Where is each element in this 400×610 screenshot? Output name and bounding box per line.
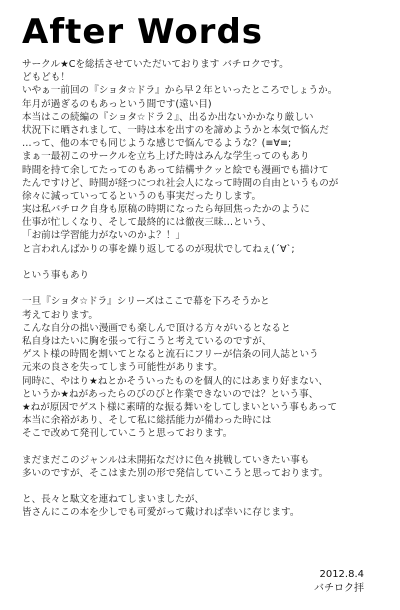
body-line: まだまだこのジャンルは未開拓なだけに色々挑戦していきたい事も bbox=[22, 454, 310, 466]
body-line: どもども！ bbox=[22, 72, 70, 84]
body-line: という事もあり bbox=[22, 270, 90, 281]
body-line: というか★ねがあったらのびのびと作業できないのでは？という事、 bbox=[22, 388, 319, 400]
body-line: 仕事が忙しくなり、そして最終的には徹夜三昧…という、 bbox=[22, 217, 272, 229]
page-title: After Words bbox=[22, 12, 264, 52]
body-line: サークル★Cを総括させていただいております バチロクです。 bbox=[22, 59, 289, 70]
body-line bbox=[22, 440, 378, 453]
body-line: ゲスト様の時間を割いてとなると流石にフリーが信条の同人誌という bbox=[22, 349, 319, 361]
body-line: 一旦『ショタ☆ドラ』シリーズはここで幕を下ろそうかと bbox=[22, 296, 270, 308]
body-line: 年月が過ぎるのもあっという間です(遠い目) bbox=[22, 98, 212, 110]
body-line: と言われんばかりの事を繰り返してるのが現状でしてねぇ(´∀`; bbox=[22, 243, 295, 255]
body-line: 多いのですが、そこはまた別の形で発信していこうと思っております。 bbox=[22, 467, 329, 479]
signature-author: バチロク拝 bbox=[314, 583, 364, 594]
signature-block bbox=[314, 568, 364, 596]
body-line: 元来の良さを失ってしまう可能性があります。 bbox=[22, 362, 223, 374]
body-line: そこで改めて発刊していこうと思っております。 bbox=[22, 428, 233, 440]
body-line bbox=[22, 282, 378, 295]
body-line: 時間を持て余してたってのもあって結構サクッと絵でも漫画でも描けて bbox=[22, 164, 329, 176]
body-line: 考えております。 bbox=[22, 309, 98, 321]
afterword-body bbox=[22, 58, 378, 520]
body-line: 同時に、やはり★ねとかそういったものを個人的にはあまり好まない、 bbox=[22, 375, 329, 387]
body-line: 「お前は学習能力がないのかよ？！」 bbox=[22, 230, 186, 242]
body-line bbox=[22, 480, 378, 493]
body-line: 本当に余裕があり、そして私に総括能力が備わった時には bbox=[22, 415, 272, 427]
body-line: ★ねが原因でゲスト様に素晴的な振る舞いをしてしまいという事もあって bbox=[22, 401, 338, 413]
body-line: 皆さんにこの本を少しでも可愛がって戴ければ幸いに存じます。 bbox=[22, 507, 300, 519]
body-line: たんですけど、時間が経つにつれ社会人になって時間の自由というものが bbox=[22, 177, 339, 189]
body-line bbox=[22, 256, 378, 269]
body-line: …って、他の本でも同じような感じで悩んでるような？(≡∀≡; bbox=[22, 138, 292, 150]
body-line: 本当はこの続編の『ショタ☆ドラ２』、出るか出ないかかなり厳しい bbox=[22, 111, 314, 123]
body-line: まぁ一最初このサークルを立ち上げた時はみんな学生ってのもあり bbox=[22, 151, 310, 163]
body-line: と、長々と駄文を連ねてしまいましたが、 bbox=[22, 494, 205, 506]
body-line: 実は私バチロク自身も原稿の時期になったら毎回焦ったかのように bbox=[22, 204, 310, 216]
body-line: 状況下に晒されまして、一時は本を出すのを諦めようかと本気で悩んだ bbox=[22, 124, 329, 136]
body-line: いやぁ一前回の『ショタ☆ドラ』から早２年といったところでしょうか。 bbox=[22, 85, 338, 97]
body-line: 私自身はたいに胸を張って行こうと考えているのですが、 bbox=[22, 335, 272, 347]
body-line: こんな自分の拙い漫画でも楽しんで頂ける方々がいるとなると bbox=[22, 322, 291, 334]
signature-date: 2012.8.4 bbox=[319, 569, 364, 580]
body-line: 徐々に減っていってるというのも事実だったりします。 bbox=[22, 190, 262, 202]
